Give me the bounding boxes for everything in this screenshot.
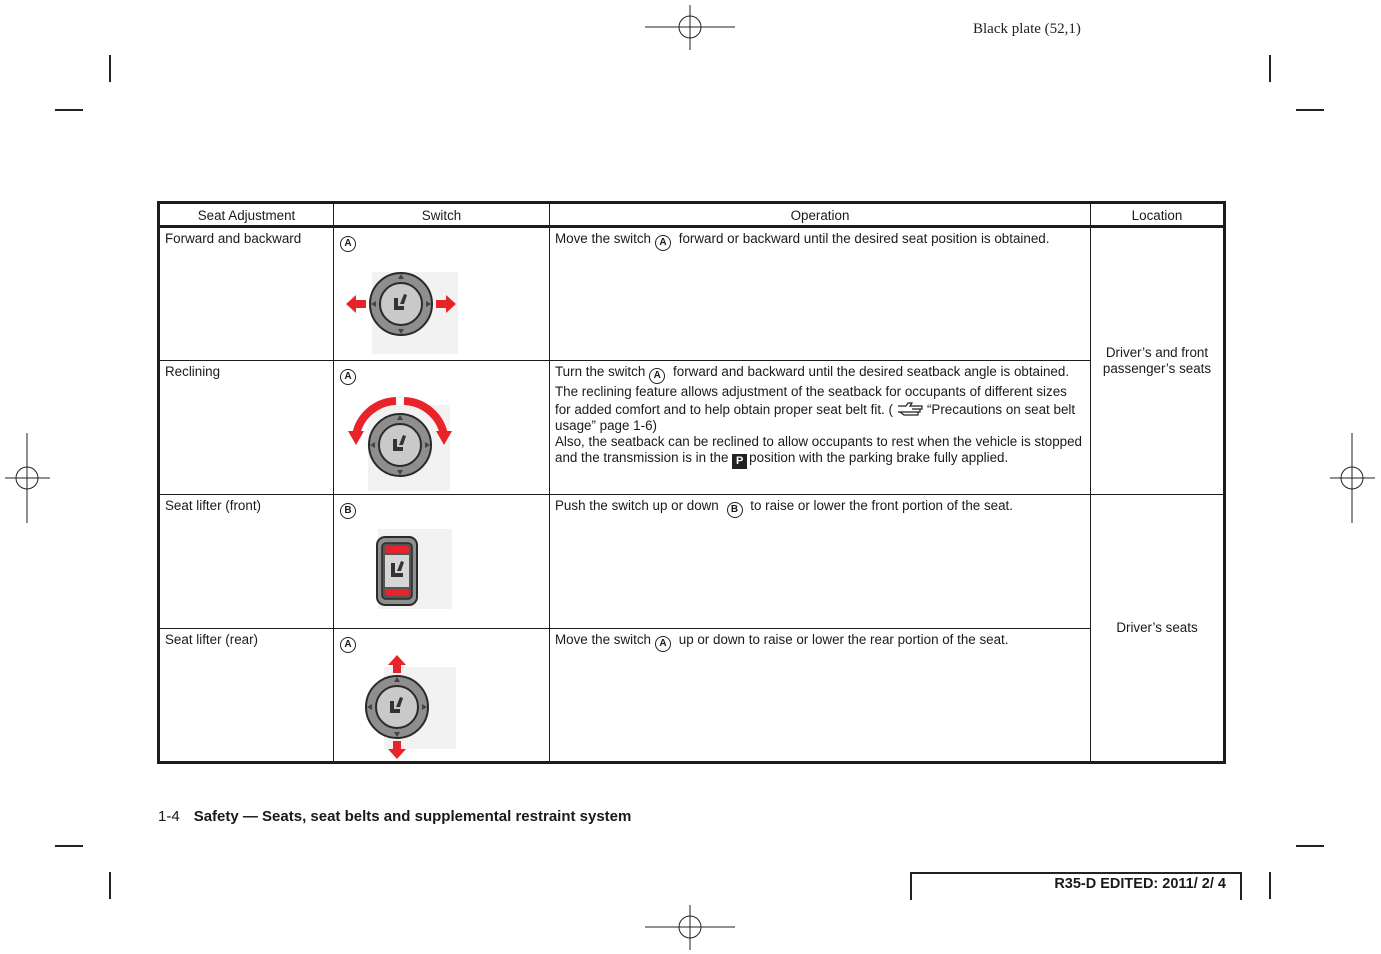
pointing-hand-icon	[896, 400, 924, 418]
operation-text: forward or backward until the desired seat position is obtained.	[678, 231, 1050, 246]
operation-cell	[550, 227, 1091, 361]
switch-lifter-rear-icon	[360, 653, 460, 761]
switch-cell	[334, 495, 550, 629]
operation-cell	[550, 629, 1091, 763]
adjustment-cell: Seat lifter (rear)	[159, 629, 334, 763]
adjustment-cell: Reclining	[159, 361, 334, 495]
switch-letter: B	[727, 502, 743, 518]
switch-letter: A	[340, 236, 356, 252]
adjustment-cell: Forward and backward	[159, 227, 334, 361]
operation-cell	[550, 495, 1091, 629]
registration-mark-icon	[1330, 433, 1375, 523]
location-cell: Driver’s and front passenger’s seats	[1091, 227, 1225, 495]
registration-mark-icon	[645, 905, 735, 950]
registration-mark-icon	[645, 5, 735, 50]
crop-mark	[1269, 55, 1271, 82]
operation-text: forward and backward until the desired seatback angle is obtained.	[673, 364, 1070, 379]
switch-cell	[334, 361, 550, 495]
crop-mark	[109, 872, 111, 899]
page-footer	[158, 808, 631, 825]
switch-letter: A	[655, 235, 671, 251]
park-position-icon: P	[732, 454, 747, 469]
switch-cell	[334, 227, 550, 361]
operation-cell	[550, 361, 1091, 495]
plate-label: Black plate (52,1)	[973, 21, 1081, 37]
crop-mark	[1296, 845, 1324, 847]
edited-stamp: R35-D EDITED: 2011/ 2/ 4	[910, 872, 1242, 900]
crop-mark	[1296, 109, 1324, 111]
crop-mark	[1269, 872, 1271, 899]
operation-text: up or down to raise or lower the rear portion of the seat.	[678, 632, 1009, 647]
operation-text: Move the switch	[555, 632, 652, 647]
switch-forward-backward-icon	[338, 254, 458, 354]
switch-lifter-front-icon	[364, 525, 454, 615]
table-row	[159, 495, 1225, 629]
adjustment-cell: Seat lifter (front)	[159, 495, 334, 629]
header-switch: Switch	[334, 203, 550, 227]
header-location: Location	[1091, 203, 1225, 227]
operation-text: “Precautions on seat belt usage” page 1-6)	[555, 402, 1076, 433]
section-title: Safety — Seats, seat belts and supplemental restraint system	[193, 808, 632, 825]
switch-letter: A	[649, 368, 665, 384]
operation-text: Move the switch	[555, 231, 652, 246]
operation-text: Also, the seatback can be reclined to allow occupants to rest when the vehicle is stopped and the transmission is in the	[555, 434, 1083, 465]
registration-mark-icon	[5, 433, 50, 523]
switch-recline-icon	[344, 391, 454, 491]
operation-text: position with the parking brake fully applied.	[749, 450, 1009, 465]
table-row	[159, 629, 1225, 763]
table-row	[159, 227, 1225, 361]
crop-mark	[55, 109, 83, 111]
seat-adjustment-table	[157, 201, 1226, 764]
switch-cell	[334, 629, 550, 763]
switch-letter: B	[340, 503, 356, 519]
operation-text: Push the switch up or down	[555, 498, 719, 513]
switch-letter: A	[340, 369, 356, 385]
operation-text: The reclining feature allows adjustment of the seatback for occupants of different sizes for added comfort and to help obtain proper seat belt fit. (	[555, 384, 1067, 417]
operation-text: to raise or lower the front portion of the seat.	[750, 498, 1013, 513]
operation-text: Turn the switch	[555, 364, 646, 379]
page-number: 1-4	[158, 808, 180, 825]
crop-mark	[55, 845, 83, 847]
location-cell: Driver’s seats	[1091, 495, 1225, 763]
header-operation: Operation	[550, 203, 1091, 227]
switch-letter: A	[655, 636, 671, 652]
header-seat-adjustment: Seat Adjustment	[159, 203, 334, 227]
table-row	[159, 361, 1225, 495]
switch-letter: A	[340, 637, 356, 653]
crop-mark	[109, 55, 111, 82]
